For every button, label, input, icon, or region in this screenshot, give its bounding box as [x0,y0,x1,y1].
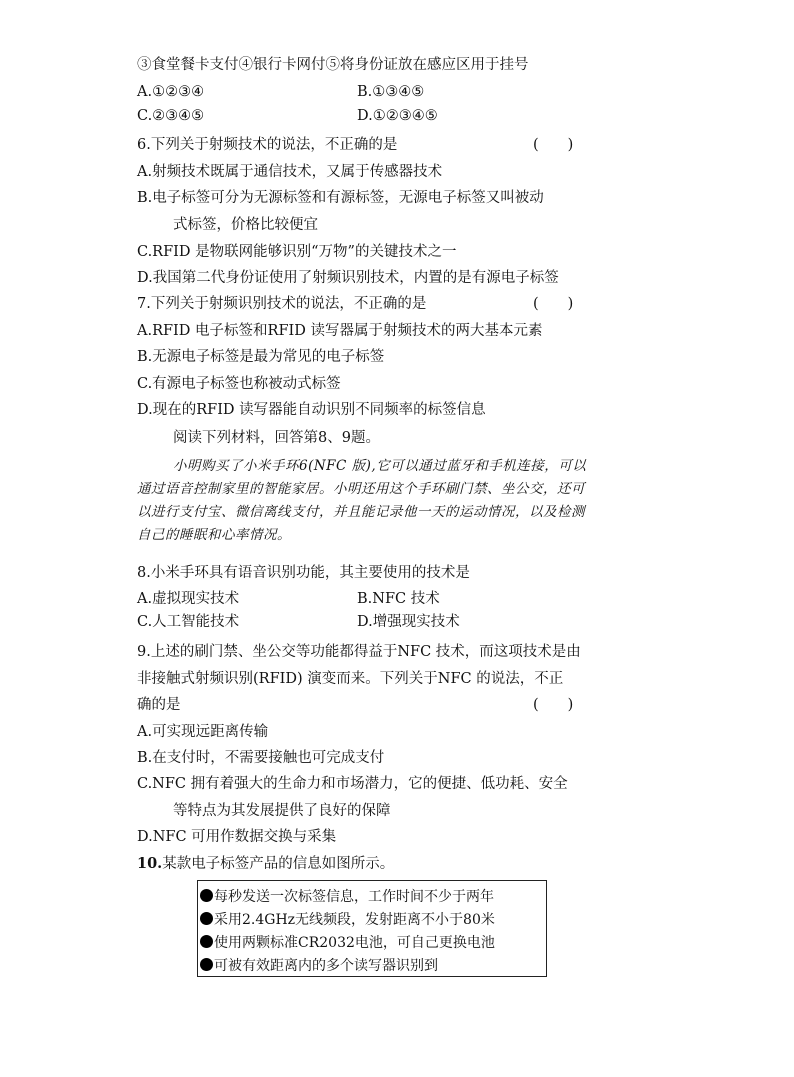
question-10-number: 10. [137,855,163,872]
tag-info-item [200,930,546,953]
question-7-stem: 7.下列关于射频识别技术的说法，不正确的是 [137,296,427,312]
question-5-options-continued: ③食堂餐卡支付④银行卡网付⑤将身份证放在感应区用于挂号 [137,57,529,73]
bullet-icon [200,889,213,902]
q9-option-d: D.NFC 可用作数据交换与采集 [137,829,337,845]
q7-option-c: C.有源电子标签也称被动式标签 [137,376,341,392]
reading-passage [137,455,587,547]
q6-option-b: B.电子标签可分为无源标签和有源标签，无源电子标签又叫被动 [137,190,544,206]
question-8-stem: 8.小米手环具有语音识别功能，其主要使用的技术是 [137,565,470,581]
tag-info-item [200,907,546,930]
q6-option-c: C.RFID 是物联网能够识别“万物”的关键技术之一 [137,244,457,260]
q9-option-c: C.NFC 拥有着强大的生命力和市场潜力，它的便捷、低功耗、安全 [137,776,568,792]
q9-option-a: A.可实现远距离传输 [137,724,269,740]
question-6-stem: 6.下列关于射频技术的说法，不正确的是 [137,137,398,153]
q7-option-a: A.RFID 电子标签和RFID 读写器属于射频技术的两大基本元素 [137,323,543,339]
q5-option-d: D.①②③④⑤ [357,108,438,124]
tag-info-text: 可被有效距离内的多个读写器识别到 [214,957,438,974]
q5-option-b: B.①③④⑤ [357,84,425,100]
q6-option-a: A.射频技术既属于通信技术，又属于传感器技术 [137,164,443,180]
question-6-answer-bracket: ( ) [533,137,574,153]
q8-option-c: C.人工智能技术 [137,614,240,630]
reading-passage-text: 小明购买了小米手环6(NFC 版),它可以通过蓝牙和手机连接，可以通过语音控制家里的智能家居。小明还用这个手环刷门禁、坐公交，还可以进行支付宝、微信离线支付，并且能记录他一天的运动情况，以及检测自己的睡眠和心率情况。 [137,458,587,543]
tag-info-box [197,880,547,977]
bullet-icon [200,935,213,948]
question-10-stem [137,854,394,874]
question-9-answer-bracket: ( ) [533,697,574,713]
question-9-stem-line3: 确的是 [137,697,181,713]
bullet-icon [200,912,213,925]
question-9-stem: 9.上述的刷门禁、坐公交等功能都得益于NFC 技术，而这项技术是由 [137,644,581,660]
q8-option-d: D.增强现实技术 [357,614,460,630]
q6-option-d: D.我国第二代身份证使用了射频识别技术，内置的是有源电子标签 [137,270,559,286]
q6-option-b-continued: 式标签，价格比较便宜 [173,217,318,233]
q8-option-b: B.NFC 技术 [357,591,440,607]
q8-option-a: A.虚拟现实技术 [137,591,240,607]
question-7-answer-bracket: ( ) [533,296,574,312]
tag-info-item [200,953,546,976]
q7-option-d: D.现在的RFID 读写器能自动识别不同频率的标签信息 [137,402,486,418]
question-10-text: 某款电子标签产品的信息如图所示。 [162,856,395,872]
tag-info-text: 采用2.4GHz无线频段，发射距离不小于80米 [214,911,495,928]
tag-info-text: 每秒发送一次标签信息，工作时间不少于两年 [214,888,494,905]
question-9-stem-line2: 非接触式射频识别(RFID) 演变而来。下列关于NFC 的说法，不正 [137,671,564,687]
tag-info-item [200,884,546,907]
tag-info-text: 使用两颗标准CR2032电池，可自己更换电池 [214,934,495,951]
q9-option-b: B.在支付时，不需要接触也可完成支付 [137,750,385,766]
q9-option-c-continued: 等特点为其发展提供了良好的保障 [173,803,391,819]
q5-option-c: C.②③④⑤ [137,108,205,124]
q5-option-a: A.①②③④ [137,84,205,100]
bullet-icon [200,958,213,971]
q7-option-b: B.无源电子标签是最为常见的电子标签 [137,349,385,365]
reading-instruction: 阅读下列材料，回答第8、9题。 [173,430,380,446]
